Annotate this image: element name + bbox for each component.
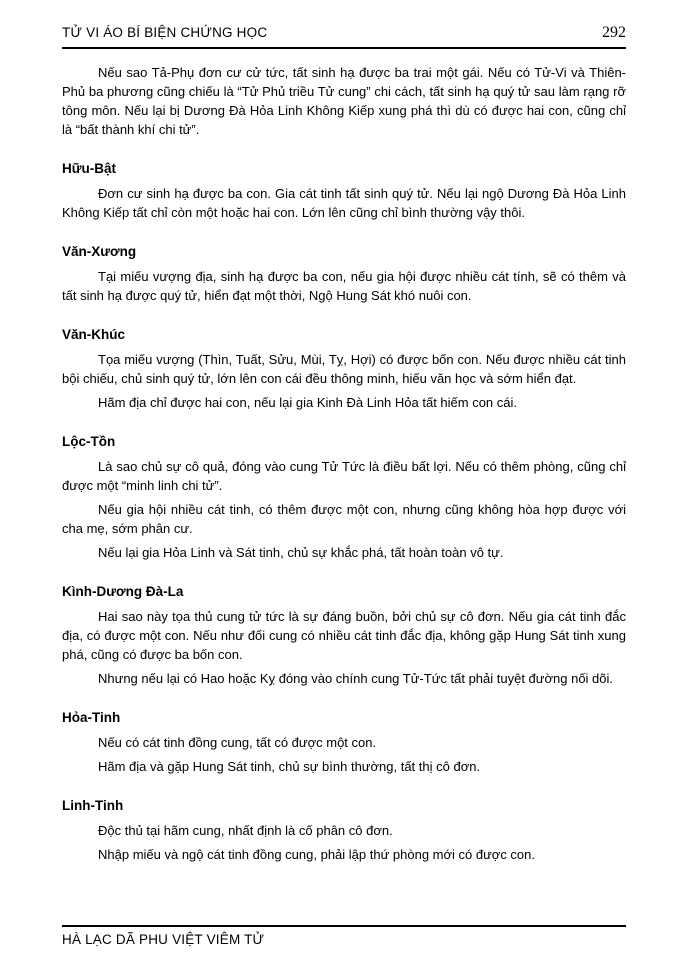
- paragraph: Nhưng nếu lại có Hao hoặc Kỵ đóng vào chính cung Tử-Tức tất phải tuyệt đường nối dõi.: [98, 671, 614, 686]
- paragraph: Hãm địa và gặp Hung Sát tinh, chủ sự bình thường, tất thị cô đơn.: [98, 759, 481, 774]
- paragraph: Nếu có cát tinh đồng cung, tất có được một con.: [98, 735, 377, 750]
- section-heading: Văn-Khúc: [62, 327, 126, 342]
- paragraph: Nhập miếu và ngộ cát tinh đồng cung, phải lập thứ phòng mới có được con.: [98, 847, 535, 862]
- section-heading: Lộc-Tồn: [62, 434, 116, 449]
- section-van-xuong: [62, 244, 626, 305]
- intro-paragraph: Nếu sao Tả-Phụ đơn cư cử tức, tất sinh hạ được ba trai một gái. Nếu có Tử-Vi và Thiên-Phủ ba phương cũng chiếu là “Tử Phủ triều Tử cung” chi cách, tất sinh hạ quý tử sau làm rạng rỡ tông môn. Nếu lại bị Dương Đà Hỏa Linh Không Kiếp xung phá thì dù có được hai con, cũng chỉ là “bất thành khí chi tử”.: [62, 65, 626, 137]
- section-van-khuc: [62, 327, 626, 412]
- section-heading: Hỏa-Tinh: [62, 710, 121, 725]
- section-loc-ton: [62, 434, 626, 562]
- page-body: [62, 63, 626, 925]
- page-number: 292: [602, 24, 626, 41]
- footer-text: HÀ LẠC DÃ PHU VIỆT VIÊM TỬ: [62, 932, 265, 947]
- paragraph: Hãm địa chỉ được hai con, nếu lại gia Kinh Đà Linh Hỏa tất hiếm con cái.: [98, 395, 518, 410]
- section-heading: Linh-Tinh: [62, 798, 124, 813]
- section-heading: Văn-Xương: [62, 244, 137, 259]
- paragraph: Nếu lại gia Hỏa Linh và Sát tinh, chủ sự khắc phá, tất hoàn toàn vô tự.: [98, 545, 504, 560]
- section-heading: Hữu-Bật: [62, 161, 117, 176]
- page-header: [62, 24, 626, 49]
- section-hoa-tinh: [62, 710, 626, 776]
- paragraph: Là sao chủ sự cô quả, đóng vào cung Tử Tức là điều bất lợi. Nếu có thêm phòng, cũng chỉ được một “minh linh chi tử”.: [62, 459, 626, 493]
- section-huu-bat: [62, 161, 626, 222]
- paragraph: Tại miếu vượng địa, sinh hạ được ba con, nếu gia hội được nhiều cát tính, sẽ có thêm và tất sinh hạ được quý tử, hiển đạt một thời, Ngộ Hung Sát khó nuôi con.: [62, 269, 626, 303]
- paragraph: Hai sao này tọa thủ cung tử tức là sự đáng buồn, bởi chủ sự cô đơn. Nếu gia cát tinh đắc địa, có được một con. Nếu như đối cung có nhiều cát tinh đắc địa, không gặp Hung Sát tinh xung phá, cũng có được ba bốn con.: [62, 609, 626, 662]
- section-heading: Kình-Dương Đà-La: [62, 584, 184, 599]
- paragraph: Nếu gia hội nhiều cát tinh, có thêm được một con, nhưng cũng không hòa hợp được với cha mẹ, sớm phân cư.: [62, 502, 626, 536]
- page-footer: [62, 925, 626, 947]
- paragraph: Tọa miếu vượng (Thìn, Tuất, Sửu, Mùi, Tỵ, Hợi) có được bốn con. Nếu được nhiều cát tinh bội chiếu, chủ sinh quý tử, lớn lên con cái đều thông minh, hiếu văn học và sớm hiển đạt.: [62, 352, 626, 386]
- running-title: TỬ VI ÁO BÍ BIỆN CHỨNG HỌC: [62, 25, 268, 40]
- section-linh-tinh: [62, 798, 626, 864]
- paragraph: Đơn cư sinh hạ được ba con. Gia cát tinh tất sinh quý tử. Nếu lại ngộ Dương Đà Hỏa Linh Không Kiếp tất chỉ còn một hoặc hai con. Lớn lên cũng chỉ bình thường vậy thôi.: [62, 186, 626, 220]
- paragraph: Độc thủ tại hãm cung, nhất định là cố phân cô đơn.: [98, 823, 393, 838]
- section-kinh-duong-da-la: [62, 584, 626, 688]
